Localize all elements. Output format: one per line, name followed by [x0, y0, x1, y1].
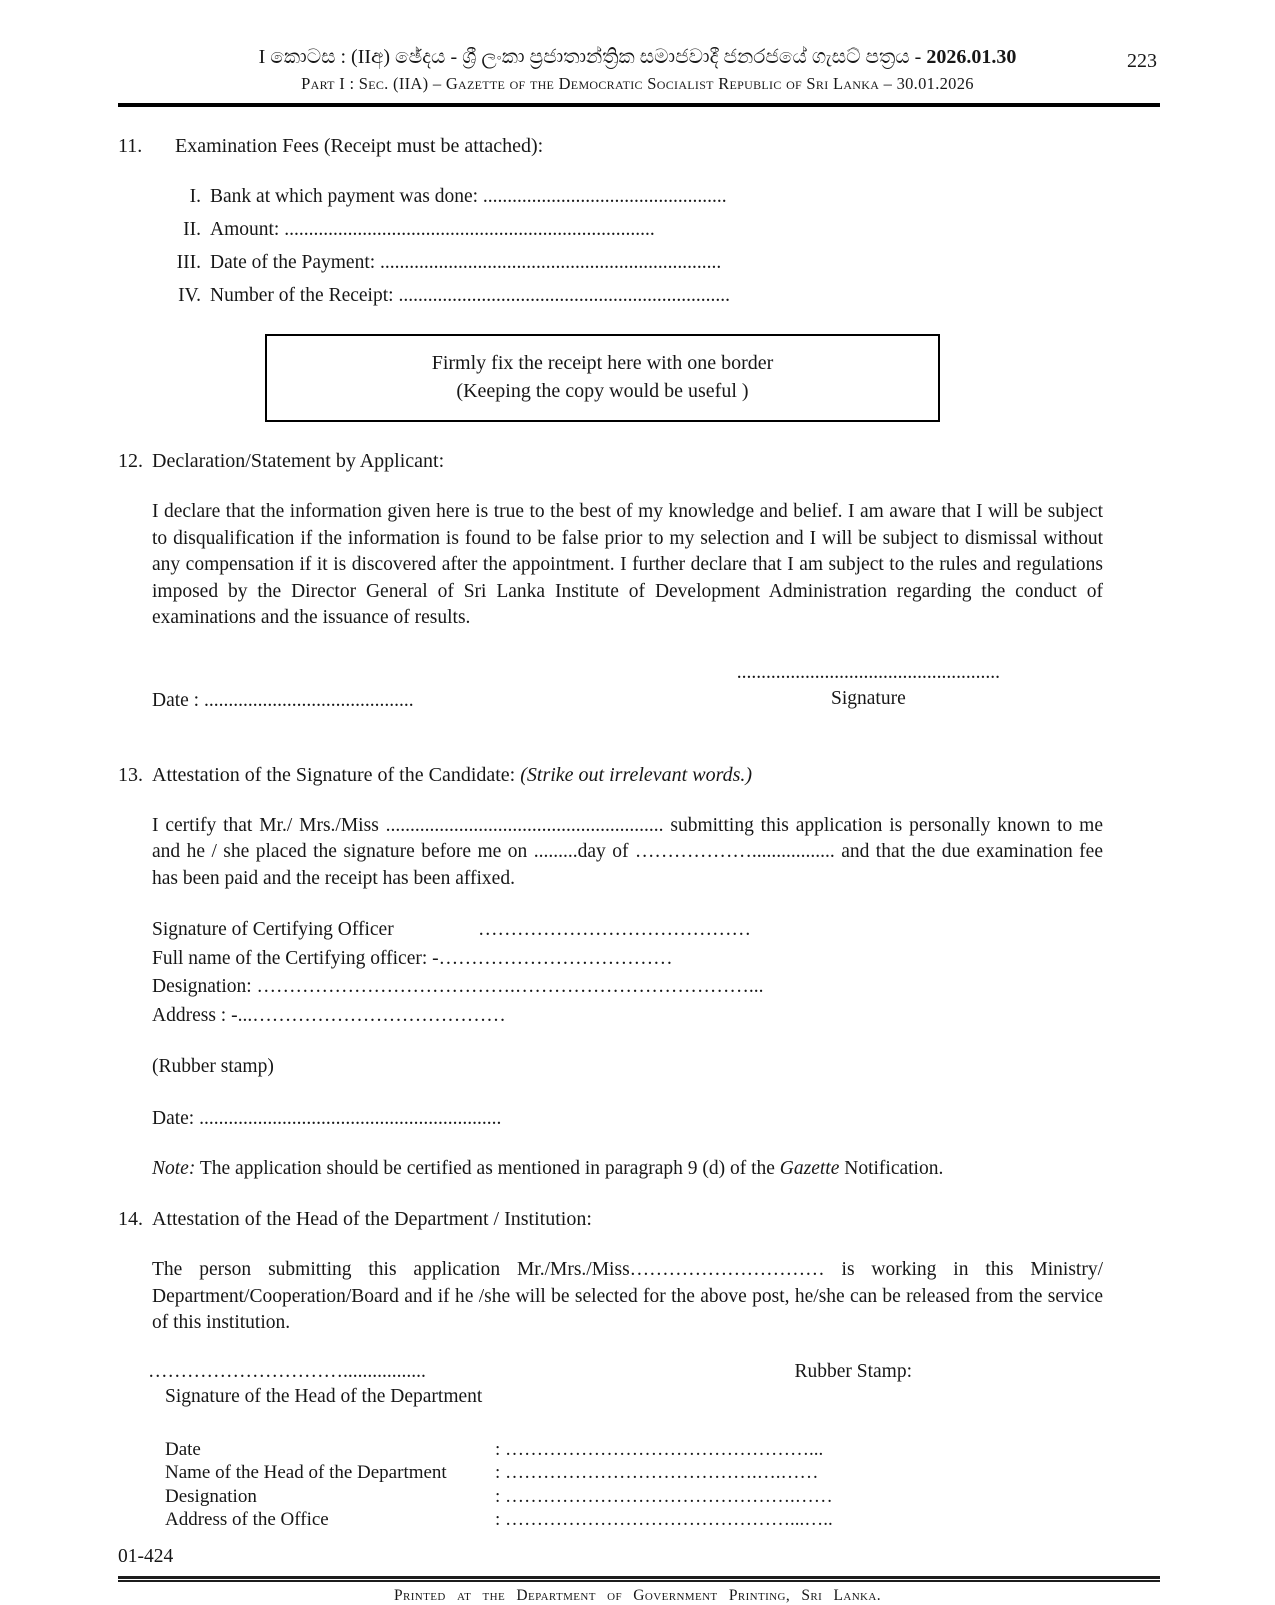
head-row-label: Address of the Office	[165, 1509, 329, 1530]
certifying-officer-signature-row	[152, 916, 1160, 945]
section-14-title: Attestation of the Head of the Department / Institution:	[152, 1208, 592, 1230]
section-13-title: Attestation of the Signature of the Candidate: (Strike out irrelevant words.)	[152, 763, 753, 786]
note-text-after: Notification.	[839, 1158, 944, 1179]
signature-block	[737, 660, 1000, 712]
section-11-title: Examination Fees (Receipt must be attached):	[175, 135, 544, 157]
header-sinhala-text: I කොටස : (IIඅ) ඡේදය - ශ්‍රී ලංකා ප්‍රජාතාන්ත්‍රික සමාජවාදී ජනරජයේ ගැසට් පත්‍රය -	[258, 46, 927, 68]
header-gazette-date: 2026.01.30	[926, 46, 1017, 68]
form-content	[118, 135, 1160, 1568]
section-11-heading	[118, 135, 1160, 158]
printed-at-line: Printed at the Department of Government Printing, Sri Lanka.	[393, 1586, 882, 1604]
section-12-heading	[118, 450, 1160, 473]
head-row-value: : …………………………………………...	[495, 1438, 824, 1460]
head-row-label: Name of the Head of the Department	[165, 1462, 447, 1483]
signature-dotted-line: ......................................................	[736, 661, 1000, 683]
fee-item-numeral: IV.	[178, 285, 201, 306]
date-fill-line: Date : ...........................................	[152, 689, 414, 711]
head-row-value: : ………………………………….….……	[495, 1462, 819, 1483]
fee-item-receipt-number	[152, 279, 1160, 312]
certifying-officer-fullname-row: Full name of the Certifying officer: -………………………………	[152, 947, 673, 969]
head-signature-label: Signature of the Head of the Department	[165, 1385, 483, 1407]
rubber-stamp-note: (Rubber stamp)	[152, 1056, 274, 1077]
head-row-address	[165, 1508, 1160, 1532]
head-row-label: Designation	[165, 1485, 257, 1507]
section-13-title-note: (Strike out irrelevant words.)	[520, 763, 753, 786]
certifying-officer-block	[152, 916, 1160, 1030]
fee-item-bank	[152, 180, 1160, 213]
head-signature-dots: ………………………….................	[148, 1360, 426, 1382]
fee-item-amount	[152, 213, 1160, 246]
section-14-heading	[118, 1208, 1160, 1231]
declaration-paragraph: I declare that the information given here is true to the best of my knowledge and belief. I am aware that I will be subject to disqualification if the information is found to be false prior to my selection and I will be subject to dismissal without any compensation if it is discovered after the appointment. I further declare that I am subject to the rules and regulations imposed by the Director General of Sri Lanka Institute of Development Administration regarding the conduct of examinations and the issuance of results.	[152, 501, 1103, 628]
certifying-officer-designation-row: Designation: ………………………………….………………………………...	[152, 976, 764, 997]
receipt-box-line2: (Keeping the copy would be useful )	[456, 380, 749, 402]
head-row-name	[165, 1461, 1160, 1485]
note-gazette-word: Gazette	[779, 1158, 840, 1179]
footer-double-rule	[118, 1576, 1160, 1582]
receipt-box-line1: Firmly fix the receipt here with one border	[431, 352, 774, 374]
receipt-box	[265, 334, 940, 422]
head-row-designation	[165, 1485, 1160, 1509]
section-13-heading	[118, 764, 1160, 787]
notice-code: 01-424	[118, 1545, 174, 1567]
rubber-stamp-label: Rubber Stamp:	[794, 1360, 912, 1382]
head-row-label: Date	[165, 1438, 201, 1460]
head-row-value: : ………………………………………...…..	[495, 1509, 833, 1530]
note-text-before: The application should be certified as mentioned in paragraph 9 (d) of the	[195, 1158, 780, 1179]
certifying-officer-signature-label: Signature of Certifying Officer	[152, 919, 394, 940]
fee-item-text: Date of the Payment: ......................................................................	[210, 252, 722, 273]
section-14-number: 14.	[118, 1208, 143, 1230]
signature-label: Signature	[831, 687, 906, 709]
certification-date-line: Date: ..............................................................	[152, 1108, 502, 1129]
head-row-date	[165, 1438, 1160, 1462]
head-details-rows	[165, 1438, 1160, 1532]
certifying-officer-signature-dots: ……………………………………	[478, 919, 751, 940]
gazette-note	[152, 1158, 1160, 1180]
head-row-value: : ……………………………………….……	[495, 1485, 833, 1507]
fee-item-numeral: I.	[189, 186, 201, 207]
note-label: Note:	[152, 1158, 196, 1179]
section-11-number: 11.	[118, 135, 143, 157]
header-sinhala-title	[0, 46, 1275, 69]
section-12-title: Declaration/Statement by Applicant:	[152, 450, 445, 472]
fee-item-text: Amount: ............................................................................	[210, 219, 655, 240]
page-number: 223	[1127, 50, 1157, 72]
fee-item-numeral: III.	[176, 252, 201, 273]
header-rule	[118, 103, 1160, 107]
fee-item-numeral: II.	[183, 219, 201, 240]
certifying-officer-address-row: Address : -...…………………………………	[152, 1004, 506, 1026]
attestation-paragraph: I certify that Mr./ Mrs./Miss ......................................................... submitting this application is personally known to me and he / she placed the signature before me on .........day of ………………................. and that the due examination fee has been paid and the receipt has been affixed.	[152, 814, 1103, 889]
fee-item-text: Number of the Receipt: ....................................................................	[210, 285, 730, 306]
page-header	[0, 0, 1275, 94]
date-signature-block	[152, 660, 1160, 712]
section-13-number: 13.	[118, 763, 143, 786]
header-english-title: Part I : Sec. (IIA) – Gazette of the Democratic Socialist Republic of Sri Lanka – 30.01.2026	[301, 74, 974, 93]
examination-fee-list	[152, 180, 1160, 312]
head-of-department-paragraph: The person submitting this application Mr./Mrs./Miss………………………… is working in this Ministry/ Department/Cooperation/Board and if he /she will be selected for the above post, he/she can be released from the service of this institution.	[152, 1259, 1103, 1333]
section-12-number: 12.	[118, 450, 143, 472]
fee-item-payment-date	[152, 246, 1160, 279]
fee-item-text: Bank at which payment was done: ..................................................	[210, 186, 727, 207]
head-signature-row	[148, 1361, 1160, 1383]
